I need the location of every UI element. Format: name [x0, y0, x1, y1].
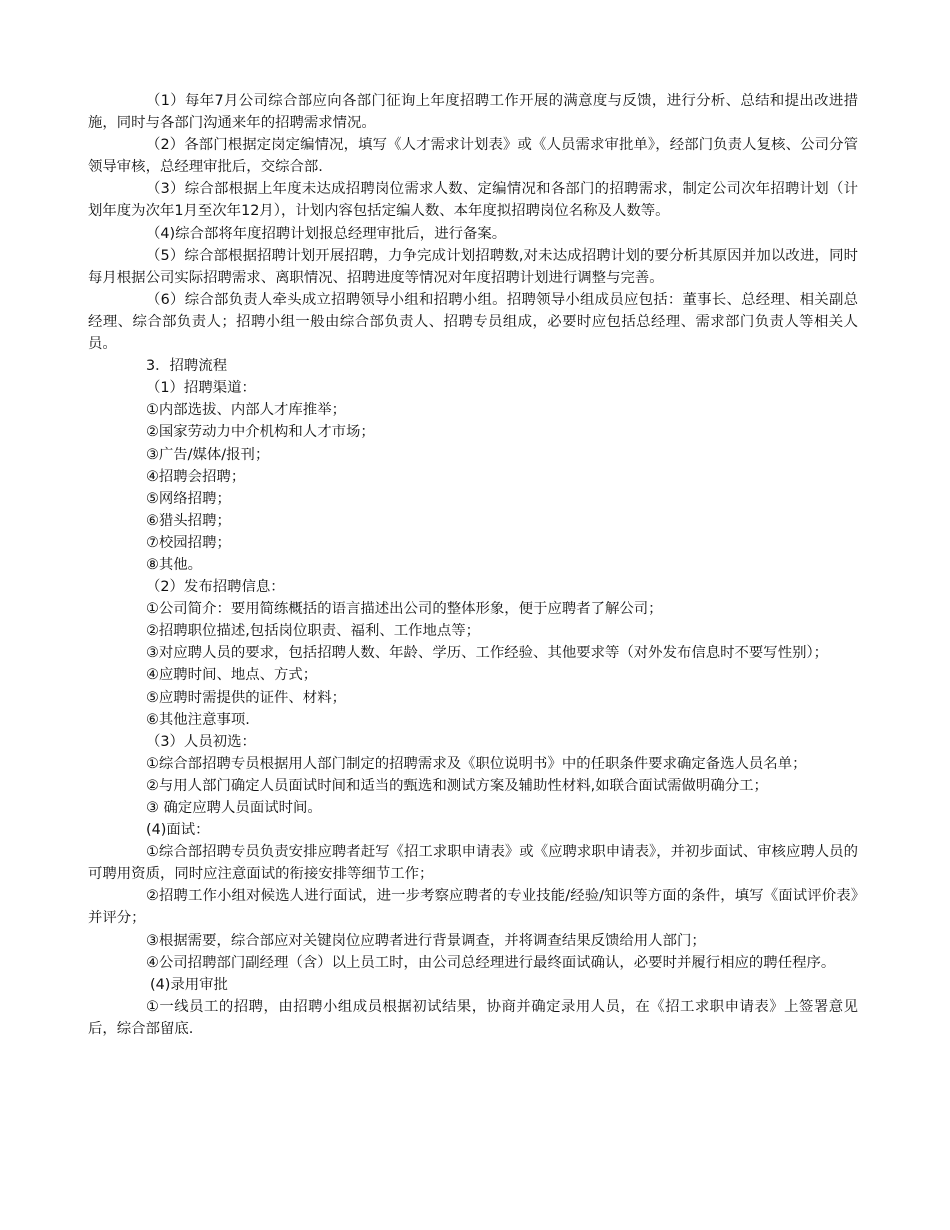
document-body [88, 90, 858, 1040]
list-item-screening: ③ 确定应聘人员面试时间。 [146, 800, 322, 816]
paragraph-plan-execution: （5）综合部根据招聘计划开展招聘，力争完成计划招聘数,对未达成招聘计划的要分析其原因并加以改进，同时每月根据公司实际招聘需求、离职情况、招聘进度等情况对年度招聘计划进行调整与完善。 [88, 247, 858, 286]
list-item-channel: ⑥猎头招聘； [146, 512, 231, 529]
list-item-interview: ①综合部招聘专员负责安排应聘者赶写《招工求职申请表》或《应聘求职申请表》，并初步面试、审核应聘人员的可聘用资质，同时应注意面试的衔接安排等细节工作； [88, 844, 858, 883]
list-item-interview: ②招聘工作小组对候选人进行面试，进一步考察应聘者的专业技能/经验/知识等方面的条件，填写《面试评价表》并评分； [88, 888, 858, 927]
list-item-channel: ⑧其他。 [146, 556, 203, 573]
list-item-publish-info: ①公司简介：要用简练概括的语言描述出公司的整体形象，便于应聘者了解公司； [146, 601, 663, 618]
list-item-publish-info: ⑤应聘时需提供的证件、材料； [146, 689, 346, 706]
list-item-publish-info: ③对应聘人员的要求，包括招聘人数、年龄、学历、工作经验、其他要求等（对外发布信息时不要写性别）； [146, 645, 829, 662]
list-item-channel: ①内部选拔、内部人才库推举； [146, 402, 346, 419]
list-item-screening: ②与用人部门确定人员面试时间和适当的甄选和测试方案及辅助性材料,如联合面试需做明确分工； [146, 777, 768, 794]
paragraph-annual-recruiting-plan: （3）综合部根据上年度未达成招聘岗位需求人数、定编情况和各部门的招聘需求，制定公司次年招聘计划（计划年度为次年1月至次年12月），计划内容包括定编人数、本年度拟招聘岗位名称及人数等。 [88, 181, 858, 220]
subheading-publish-info: （2）发布招聘信息： [146, 579, 285, 596]
list-item-interview: ④公司招聘部门副经理（含）以上员工时，由公司总经理进行最终面试确认，必要时并履行相应的聘任程序。 [146, 954, 836, 971]
subheading-interview: (4)面试： [146, 822, 210, 839]
subheading-initial-screening: （3）人员初选： [146, 733, 256, 750]
list-item-hiring-approval: ①一线员工的招聘，由招聘小组成员根据初试结果，协商并确定录用人员，在《招工求职申请表》上签署意见后，综合部留底. [88, 998, 858, 1037]
paragraph-feedback-survey: （1）每年7月公司综合部应向各部门征询上年度招聘工作开展的满意度与反馈，进行分析、总结和提出改进措施，同时与各部门沟通来年的招聘需求情况。 [88, 93, 858, 132]
section-heading-recruiting-process: 3．招聘流程 [146, 358, 228, 375]
subheading-recruiting-channels: （1）招聘渠道： [146, 380, 256, 397]
list-item-publish-info: ②招聘职位描述,包括岗位职责、福利、工作地点等； [146, 623, 481, 640]
list-item-channel: ③广告/媒体/报刊； [146, 446, 270, 463]
list-item-screening: ①综合部招聘专员根据用人部门制定的招聘需求及《职位说明书》中的任职条件要求确定备选人员名单； [146, 755, 807, 772]
list-item-publish-info: ④应聘时间、地点、方式； [146, 667, 318, 684]
list-item-channel: ⑤网络招聘； [146, 490, 231, 507]
list-item-channel: ⑦校园招聘； [146, 534, 231, 551]
list-item-channel: ④招聘会招聘； [146, 468, 246, 485]
paragraph-recruiting-groups: （6）综合部负责人牵头成立招聘领导小组和招聘小组。招聘领导小组成员应包括：董事长、总经理、相关副总经理、综合部负责人；招聘小组一般由综合部负责人、招聘专员组成，必要时应包括总经理、需求部门负责人等相关人员。 [88, 291, 858, 353]
list-item-channel: ②国家劳动力中介机构和人才市场； [146, 424, 375, 441]
paragraph-plan-approval: （4)综合部将年度招聘计划报总经理审批后，进行备案。 [146, 225, 507, 242]
list-item-interview: ③根据需要，综合部应对关键岗位应聘者进行背景调查，并将调查结果反馈给用人部门； [146, 932, 706, 949]
list-item-publish-info: ⑥其他注意事项. [146, 711, 250, 728]
paragraph-demand-plan-forms: （2）各部门根据定岗定编情况，填写《人才需求计划表》或《人员需求审批单》，经部门负责人复核、公司分管领导审核，总经理审批后，交综合部. [88, 137, 858, 176]
subheading-hiring-approval: (4)录用审批 [150, 976, 228, 993]
